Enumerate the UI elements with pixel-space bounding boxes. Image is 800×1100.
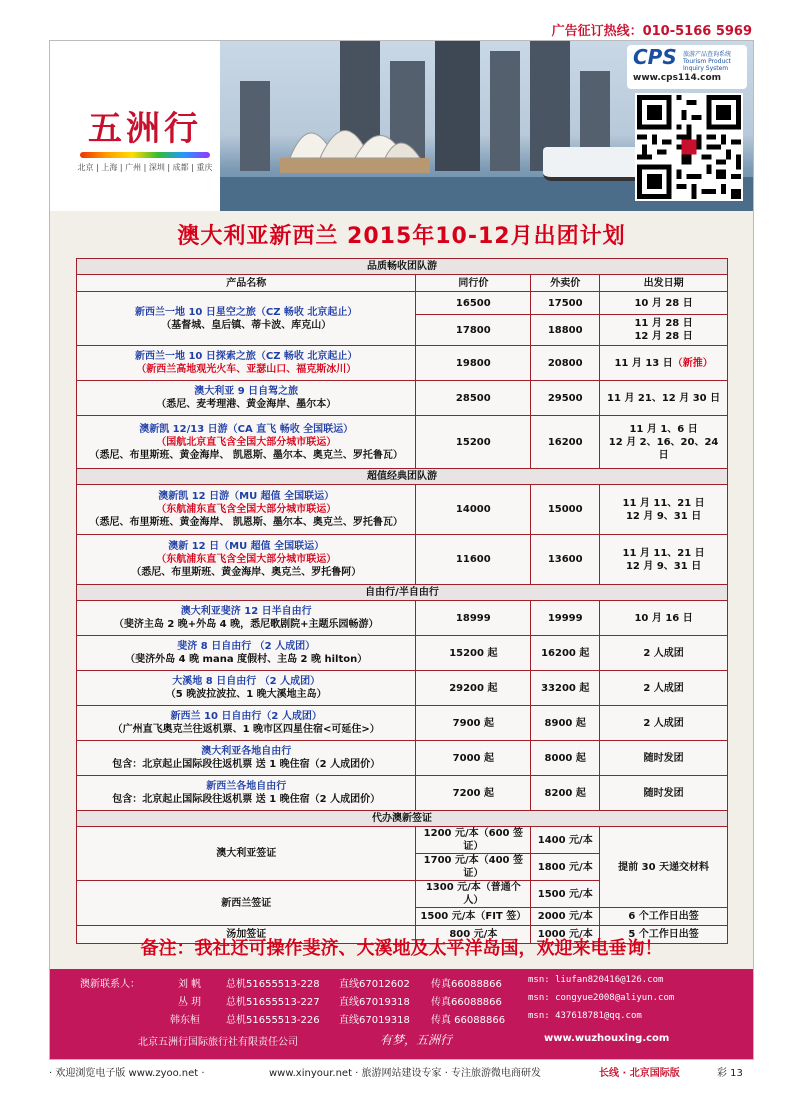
product-name: 澳大利亚斐济 12 日半自由行 （斐济主岛 2 晚+外岛 4 晚，悉尼歌剧院+主题乐园畅游） bbox=[77, 601, 416, 636]
footer-mid: www.xinyour.net · 旅游网站建设专家 · 专注旅游微电商研发 bbox=[269, 1068, 542, 1079]
slogan: 有梦，五洲行 bbox=[380, 1033, 453, 1047]
product-name: 新西兰一地 10 日星空之旅（CZ 畅收 北京起止） （基督城、皇后镇、蒂卡波、库克山） bbox=[77, 292, 416, 346]
contact-label: 澳新联系人： bbox=[80, 979, 140, 990]
contact-panel: 澳新联系人： 刘 帆 总机51655513-228 直线67012602 传真66088866 msn: liufan820416@126.com 丛 玥 总机51655513-227 直线67019318 传真66088866 msn: congyue2008@aliyun.com 韩东桓 总机51655513-226 直线67019318 传真 66088866 msn: 437618781@qq.com 北京五洲行国际旅行社有限责任公司 有梦，五洲行 www.wuzhouxing.com bbox=[50, 969, 753, 1059]
product-name: 大溪地 8 日自由行 （2 人成团） （5 晚波拉波拉、1 晚大溪地主岛） bbox=[77, 671, 416, 706]
product-name: 新西兰各地自由行 包含：北京起止国际段往返机票 送 1 晚住宿（2 人成团价） bbox=[77, 776, 416, 811]
table-row: 澳大利亚斐济 12 日半自由行 （斐济主岛 2 晚+外岛 4 晚，悉尼歌剧院+主题乐园畅游） 18999 19999 10 月 16 日 bbox=[77, 601, 728, 636]
table-row: 新西兰 10 日自由行（2 人成团） （广州直飞奥克兰往返机票、1 晚市区四星住宿<可延住>） 7900 起 8900 起 2 人成团 bbox=[77, 706, 728, 741]
visa-row: 1500 元/本（FIT 签） 2000 元/本 6 个工作日出签 bbox=[77, 908, 728, 926]
table-row: 澳新凯 12 日游（MU 超值 全国联运） （东航浦东直飞含全国大部分城市联运） （悉尼、布里斯班、黄金海岸、 凯恩斯、墨尔本、奥克兰、罗托鲁瓦） 14000 15000 11 月 11、21 日 12 月 9、31 日 bbox=[77, 485, 728, 535]
product-name: 斐济 8 日自由行 （2 人成团） （斐济外岛 4 晚 mana 度假村、主岛 2 晚 hilton） bbox=[77, 636, 416, 671]
company-name: 北京五洲行国际旅行社有限责任公司 bbox=[138, 1037, 298, 1048]
col-header-peer: 同行价 bbox=[416, 275, 531, 292]
table-row: 澳新凯 12/13 日游（CA 直飞 畅收 全国联运） （国航北京直飞含全国大部分城市联运） （悉尼、布里斯班、黄金海岸、 凯恩斯、墨尔本、奥克兰、罗托鲁瓦） 15200 16200 11 月 1、6 日 12 月 2、16、20、24 日 bbox=[77, 416, 728, 469]
website-link[interactable]: www.wuzhouxing.com bbox=[544, 1033, 670, 1044]
table-row: 澳大利亚 9 日自驾之旅 （悉尼、麦考理港、黄金海岸、墨尔本） 28500 29500 11 月 21、12 月 30 日 bbox=[77, 381, 728, 416]
table-row: 新西兰各地自由行 包含：北京起止国际段往返机票 送 1 晚住宿（2 人成团价） 7200 起 8200 起 随时发团 bbox=[77, 776, 728, 811]
table-row: 大溪地 8 日自由行 （2 人成团） （5 晚波拉波拉、1 晚大溪地主岛） 29200 起 33200 起 2 人成团 bbox=[77, 671, 728, 706]
table-row: 斐济 8 日自由行 （2 人成团） （斐济外岛 4 晚 mana 度假村、主岛 2 晚 hilton） 15200 起 16200 起 2 人成团 bbox=[77, 636, 728, 671]
product-name: 澳大利亚各地自由行 包含：北京起止国际段往返机票 送 1 晚住宿（2 人成团价） bbox=[77, 741, 416, 776]
section-header: 品质畅收团队游 bbox=[77, 259, 728, 275]
col-header-name: 产品名称 bbox=[77, 275, 416, 292]
column-headers bbox=[77, 275, 728, 292]
msn-link[interactable]: msn: congyue2008@aliyun.com bbox=[528, 993, 675, 1003]
product-name: 澳新凯 12 日游（MU 超值 全国联运） （东航浦东直飞含全国大部分城市联运） （悉尼、布里斯班、黄金海岸、 凯恩斯、墨尔本、奥克兰、罗托鲁瓦） bbox=[77, 485, 416, 535]
visa-row: 新西兰签证 1300 元/本（普通个人） 1500 元/本 bbox=[77, 881, 728, 908]
qr-code[interactable] bbox=[635, 93, 743, 201]
cps-badge: CPS 旅游产品查询系统 Tourism Product Inquiry System www.cps114.com bbox=[627, 45, 747, 89]
header-banner bbox=[50, 41, 753, 211]
remark-banner: 备注：我社还可操作斐济、大溪地及太平洋岛国，欢迎来电垂询！ bbox=[140, 938, 663, 959]
table-row: 澳大利亚各地自由行 包含：北京起止国际段往返机票 送 1 晚住宿（2 人成团价） 7000 起 8000 起 随时发团 bbox=[77, 741, 728, 776]
footer-left: · 欢迎浏览电子版 www.zyoo.net · bbox=[49, 1068, 205, 1079]
visa-row: 1700 元/本（400 签证） 1800 元/本 bbox=[77, 854, 728, 881]
col-header-retail: 外卖价 bbox=[531, 275, 600, 292]
table-row: 新西兰一地 10 日星空之旅（CZ 畅收 北京起止） （基督城、皇后镇、蒂卡波、库克山） 16500 17500 10 月 28 日 bbox=[77, 292, 728, 315]
wuzhouxing-logo: 五洲行 北京 | 上海 | 广州 | 深圳 | 成都 | 重庆 bbox=[77, 109, 213, 172]
ad-hotline: 广告征订热线：010-5166 5969 bbox=[551, 24, 752, 39]
page-number: 彩 13 bbox=[717, 1068, 743, 1079]
section-header: 自由行/半自由行 bbox=[77, 585, 728, 601]
msn-link[interactable]: msn: 437618781@qq.com bbox=[528, 1011, 642, 1021]
table-row: 澳新 12 日（MU 超值 全国联运） （东航浦东直飞含全国大部分城市联运） （悉尼、布里斯班、黄金海岸、奥克兰、罗托鲁阿） 11600 13600 11 月 11、21 日 12 月 9、31 日 bbox=[77, 535, 728, 585]
visa-row: 澳大利亚签证 1200 元/本（600 签证） 1400 元/本 提前 30 天递交材料 bbox=[77, 827, 728, 854]
product-name: 澳新凯 12/13 日游（CA 直飞 畅收 全国联运） （国航北京直飞含全国大部分城市联运） （悉尼、布里斯班、黄金海岸、 凯恩斯、墨尔本、奥克兰、罗托鲁瓦） bbox=[77, 416, 416, 469]
advert-page bbox=[49, 40, 754, 1060]
visa-row: 汤加签证 800 元/本 1000 元/本 5 个工作日出签 bbox=[77, 926, 728, 944]
edition-label: 长线 · 北京国际版 bbox=[599, 1068, 680, 1079]
page-title: 澳大利亚新西兰 2015年10-12月出团计划 bbox=[177, 224, 626, 249]
section-header: 代办澳新签证 bbox=[77, 811, 728, 827]
product-name: 新西兰 10 日自由行（2 人成团） （广州直飞奥克兰往返机票、1 晚市区四星住宿<可延住>） bbox=[77, 706, 416, 741]
product-name: 澳大利亚 9 日自驾之旅 （悉尼、麦考理港、黄金海岸、墨尔本） bbox=[77, 381, 416, 416]
opera-house-illustration bbox=[280, 103, 430, 173]
table-row: 17800 18800 11 月 28 日 12 月 28 日 bbox=[77, 315, 728, 346]
msn-link[interactable]: msn: liufan820416@126.com bbox=[528, 975, 664, 985]
col-header-date: 出发日期 bbox=[600, 275, 728, 292]
tour-schedule-table bbox=[76, 258, 728, 944]
sydney-photo bbox=[220, 41, 753, 211]
product-name: 澳新 12 日（MU 超值 全国联运） （东航浦东直飞含全国大部分城市联运） （悉尼、布里斯班、黄金海岸、奥克兰、罗托鲁阿） bbox=[77, 535, 416, 585]
section-header: 超值经典团队游 bbox=[77, 469, 728, 485]
product-name: 新西兰一地 10 日探索之旅（CZ 畅收 北京起止） （新西兰高地观光火车、亚瑟山口、福克斯冰川） bbox=[77, 346, 416, 381]
table-row: 新西兰一地 10 日探索之旅（CZ 畅收 北京起止） （新西兰高地观光火车、亚瑟山口、福克斯冰川） 19800 20800 11 月 13 日（新推） bbox=[77, 346, 728, 381]
